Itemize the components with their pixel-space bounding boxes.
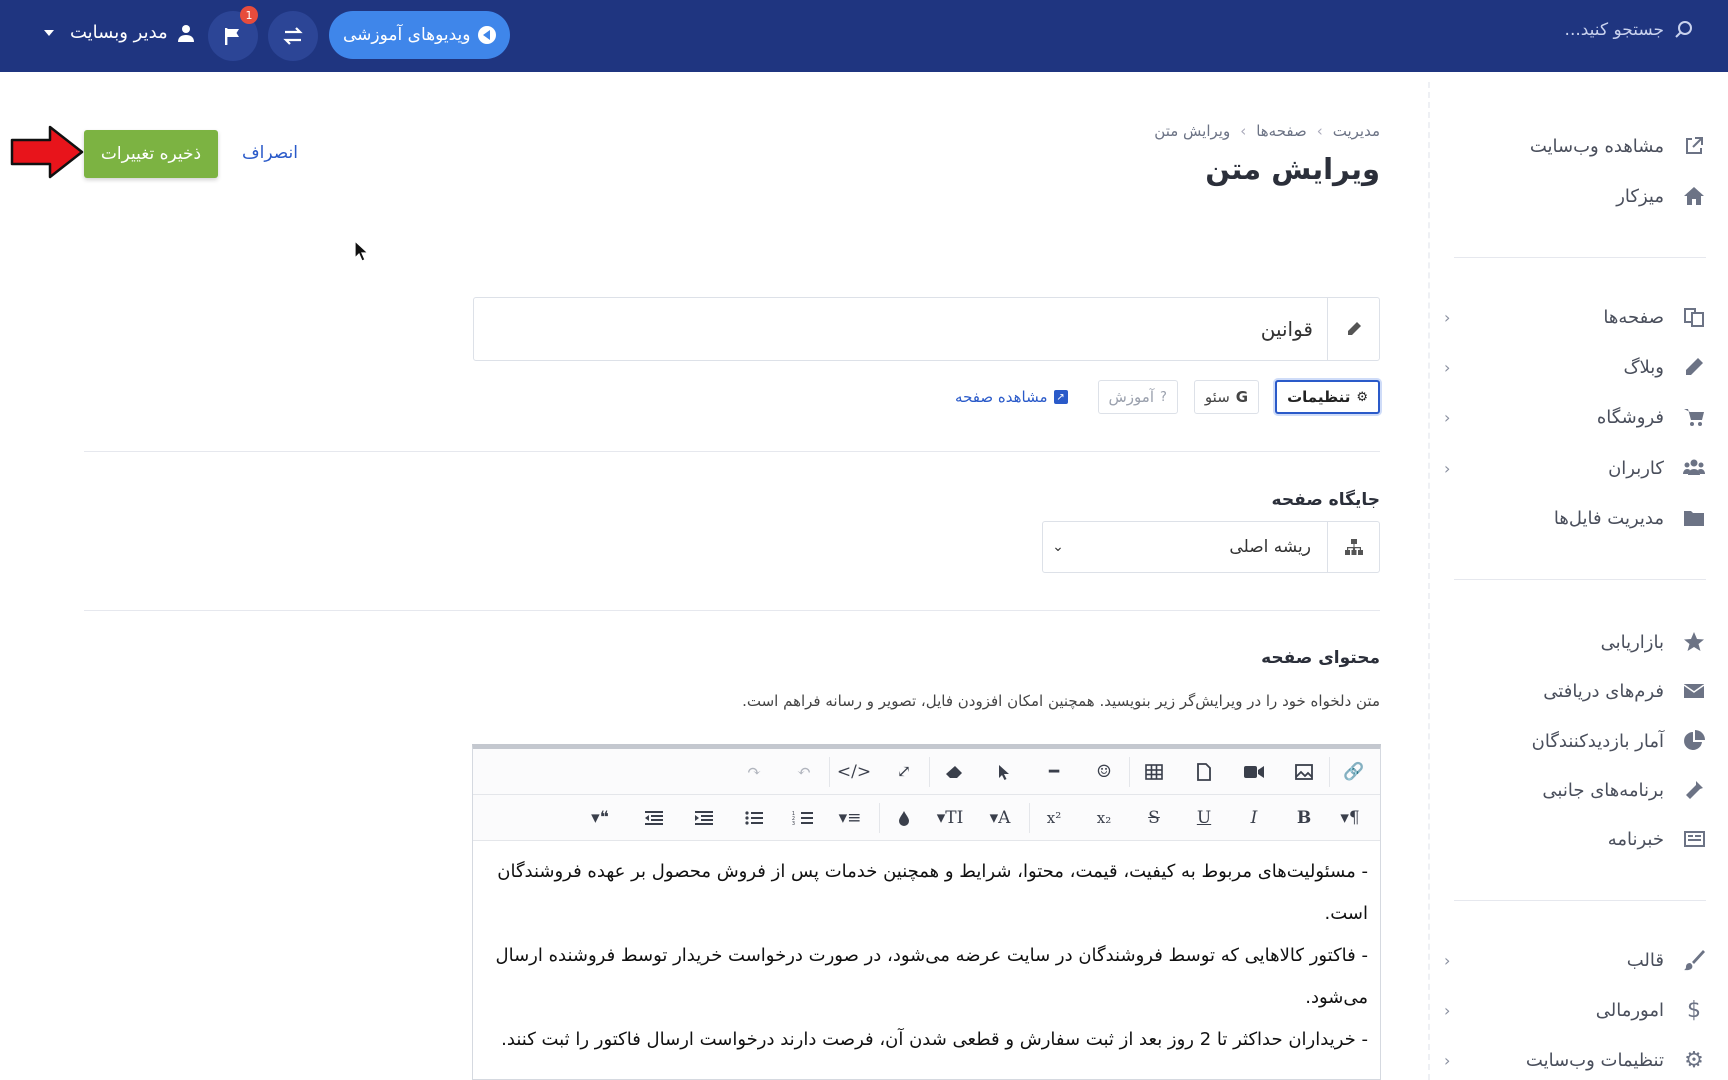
sidebar-label: برنامه‌های جانبی — [1542, 779, 1664, 801]
sidebar-label: مشاهده وب‌سایت — [1529, 135, 1664, 157]
breadcrumb-pages[interactable]: صفحه‌ها — [1256, 122, 1307, 140]
strikethrough-icon[interactable]: S — [1148, 808, 1160, 828]
unordered-list-icon[interactable] — [738, 803, 770, 833]
search-placeholder[interactable]: جستجو کنید... — [1564, 20, 1664, 40]
breadcrumb-current: ویرایش متن — [1154, 122, 1231, 140]
tab-settings[interactable] — [1275, 380, 1380, 414]
sidebar-label: امورمالی — [1595, 999, 1664, 1021]
sidebar-item-shop[interactable] — [1444, 397, 1706, 437]
sidebar-label: فرم‌های دریافتی — [1543, 680, 1664, 702]
page-location-select[interactable] — [1042, 521, 1380, 573]
pages-icon — [1682, 305, 1706, 329]
select-pointer-icon[interactable] — [988, 757, 1020, 787]
page-title: ویرایش متن — [1205, 152, 1380, 186]
page-location-value: ریشه اصلی — [1229, 537, 1311, 557]
font-color-icon[interactable]: A▾ — [989, 808, 1011, 828]
red-arrow-annotation — [10, 124, 84, 180]
cart-icon — [1682, 405, 1706, 429]
superscript-icon[interactable]: x² — [1046, 809, 1062, 827]
svg-text:1: 1 — [791, 811, 795, 817]
ordered-list-icon[interactable] — [788, 803, 820, 833]
page-title-input[interactable]: قوانین — [1260, 317, 1313, 341]
plug-icon — [1682, 778, 1706, 802]
view-page-link[interactable] — [955, 388, 1067, 406]
sidebar-divider — [1454, 579, 1706, 580]
image-icon[interactable] — [1288, 757, 1320, 787]
pencil-icon — [1327, 298, 1379, 360]
tutorial-videos-button[interactable] — [329, 11, 510, 59]
tutorial-videos-label: ویدیوهای آموزشی — [343, 25, 471, 45]
view-page-label: مشاهده صفحه — [955, 388, 1048, 406]
chevron-left-icon: ‹ — [1444, 407, 1451, 427]
toolbar-separator — [829, 757, 830, 787]
external-link-icon: ↗ — [1054, 390, 1068, 404]
sidebar-label: میزکار — [1616, 185, 1664, 207]
breadcrumb-separator: › — [1240, 122, 1247, 140]
sidebar-label: مدیریت فایل‌ها — [1553, 507, 1664, 529]
bold-icon[interactable]: B — [1296, 808, 1312, 828]
page-content-label: محتوای صفحه — [1261, 648, 1380, 668]
sidebar-label: تنظیمات وب‌سایت — [1525, 1049, 1664, 1071]
sidebar-label: خبرنامه — [1607, 828, 1664, 850]
sidebar-item-pages[interactable] — [1444, 297, 1706, 337]
outdent-icon[interactable] — [638, 803, 670, 833]
notifications-button[interactable] — [208, 8, 258, 61]
italic-icon[interactable]: I — [1250, 808, 1258, 828]
font-size-icon[interactable]: TI▾ — [936, 808, 964, 828]
sidebar-item-file-manager[interactable] — [1444, 498, 1706, 538]
page-content-hint: متن دلخواه خود را در ویرایش‌گر زیر بنویسید. همچنین امکان افزودن فایل، تصویر و رسانه فراهم است. — [742, 692, 1380, 710]
chevron-down-icon: ⌄ — [1052, 539, 1064, 555]
sidebar-divider — [1454, 900, 1706, 901]
mouse-cursor-icon — [354, 240, 370, 262]
sidebar-item-addons[interactable] — [1444, 770, 1706, 810]
file-icon[interactable] — [1188, 757, 1220, 787]
page-tabs — [955, 380, 1380, 414]
sidebar-item-marketing[interactable] — [1444, 622, 1706, 662]
toolbar-separator — [929, 757, 930, 787]
toolbar-separator — [879, 803, 880, 833]
sidebar-item-finance[interactable] — [1444, 990, 1706, 1030]
star-icon — [1682, 630, 1706, 654]
users-icon — [1682, 456, 1706, 480]
top-bar — [0, 0, 1728, 72]
link-icon[interactable]: 🔗 — [1343, 762, 1365, 782]
sidebar-item-blog[interactable] — [1444, 347, 1706, 387]
gear-icon: ⚙ — [1356, 389, 1368, 405]
toolbar-separator — [1329, 757, 1330, 787]
undo-icon[interactable]: ↶ — [796, 762, 812, 782]
divider — [84, 610, 1380, 611]
content-paragraph: - فاکتور کالاهایی که توسط فروشندگان در سایت عرضه می‌شود، در صورت درخواست خریدار توسط فروشنده ارسال می‌شود. — [495, 945, 1368, 1008]
chevron-left-icon: ‹ — [1444, 950, 1451, 970]
envelope-icon — [1682, 679, 1706, 703]
chevron-down-icon — [44, 30, 54, 36]
chevron-left-icon: ‹ — [1444, 307, 1451, 327]
pie-chart-icon — [1682, 729, 1706, 753]
svg-text:2: 2 — [791, 816, 795, 822]
sidebar-item-received-forms[interactable] — [1444, 671, 1706, 711]
horizontal-line-icon[interactable]: ━ — [1048, 762, 1060, 782]
eraser-icon[interactable] — [938, 757, 970, 787]
sidebar-label: صفحه‌ها — [1603, 306, 1664, 328]
sidebar-item-theme[interactable] — [1444, 940, 1706, 980]
sidebar-label: آمار بازدیدکنندگان — [1531, 730, 1664, 752]
tab-seo-label: سئو — [1204, 388, 1230, 406]
tab-tutorial-label: آموزش — [1108, 388, 1155, 406]
fullscreen-icon[interactable]: ⤢ — [896, 762, 912, 782]
chevron-left-icon: ‹ — [1444, 458, 1451, 478]
home-icon — [1682, 184, 1706, 208]
editor-toolbar-row-1 — [473, 749, 1380, 795]
tab-tutorial[interactable] — [1098, 380, 1178, 414]
page-location-label: جایگاه صفحه — [1271, 490, 1380, 510]
gear-icon: ⚙ — [1684, 1047, 1704, 1073]
tab-seo[interactable] — [1194, 380, 1259, 414]
dollar-icon: $ — [1687, 997, 1701, 1023]
table-icon[interactable] — [1138, 757, 1170, 787]
google-icon: G — [1235, 388, 1249, 406]
swap-arrows-icon — [282, 25, 304, 47]
svg-text:3: 3 — [791, 821, 795, 827]
code-view-icon[interactable]: </> — [836, 762, 872, 782]
search-box[interactable] — [1565, 20, 1694, 40]
toolbar-separator — [1029, 803, 1030, 833]
folder-icon — [1682, 506, 1706, 530]
divider — [84, 451, 1380, 452]
chevron-left-icon: ‹ — [1444, 357, 1451, 377]
notification-badge: 1 — [240, 6, 258, 24]
sidebar-item-dashboard[interactable] — [1444, 176, 1706, 216]
sidebar-label: وبلاگ — [1623, 356, 1664, 378]
user-icon — [178, 24, 194, 42]
sidebar — [1428, 82, 1728, 1080]
editor-toolbar-row-2 — [473, 795, 1380, 841]
video-icon[interactable] — [1238, 757, 1270, 787]
sidebar-divider — [1454, 257, 1706, 258]
sidebar-label: فروشگاه — [1596, 406, 1664, 428]
chevron-left-icon: ‹ — [1444, 1000, 1451, 1020]
sidebar-item-users[interactable] — [1444, 448, 1706, 488]
brush-icon — [1682, 948, 1706, 972]
breadcrumb-admin[interactable]: مدیریت — [1332, 122, 1380, 140]
redo-icon[interactable]: ↷ — [746, 762, 762, 782]
editor-content[interactable] — [473, 841, 1380, 1061]
sidebar-item-website-settings[interactable] — [1444, 1040, 1706, 1080]
emoji-icon[interactable]: ☺ — [1096, 762, 1112, 782]
paragraph-format-icon[interactable]: ¶▾ — [1340, 808, 1360, 828]
external-link-icon — [1682, 134, 1706, 158]
rich-text-editor — [472, 744, 1381, 1080]
save-changes-button[interactable]: ذخیره تغییرات — [84, 130, 218, 178]
tab-settings-label: تنظیمات — [1287, 388, 1351, 406]
subscript-icon[interactable]: x₂ — [1096, 809, 1112, 827]
flag-icon — [222, 25, 244, 47]
page-title-field[interactable] — [473, 297, 1380, 361]
background-color-icon[interactable] — [888, 803, 920, 833]
sidebar-item-visitor-stats[interactable] — [1444, 721, 1706, 761]
sidebar-label: کاربران — [1608, 457, 1664, 479]
content-paragraph: - خریداران حداکثر تا 2 روز بعد از ثبت سفارش و قطعی شدن آن، فرصت دارند درخواست ارسال فاکتور را ثبت کنند. — [501, 1029, 1368, 1050]
underline-icon[interactable]: U — [1196, 808, 1212, 828]
user-menu[interactable] — [44, 22, 194, 43]
question-circle-icon: ? — [1160, 389, 1167, 405]
cancel-link[interactable]: انصراف — [242, 143, 298, 163]
sidebar-item-view-website[interactable] — [1444, 126, 1706, 166]
sidebar-label: قالب — [1626, 949, 1664, 971]
toolbar-separator — [1129, 757, 1130, 787]
breadcrumb-separator: › — [1316, 122, 1323, 140]
newspaper-icon — [1682, 827, 1706, 851]
indent-icon[interactable] — [688, 803, 720, 833]
content-paragraph: - مسئولیت‌های مربوط به کیفیت، قیمت، محتوا، شرایط و همچنین خدمات پس از فروش محصول بر عهده فروشندگان است. — [497, 861, 1368, 924]
align-icon[interactable]: ≡▾ — [838, 808, 862, 828]
switch-button[interactable] — [268, 11, 318, 61]
breadcrumb — [1154, 122, 1380, 140]
search-icon — [1674, 20, 1694, 40]
chevron-left-icon: ‹ — [1444, 1050, 1451, 1070]
sidebar-item-newsletter[interactable] — [1444, 819, 1706, 859]
sidebar-label: بازاریابی — [1600, 631, 1664, 653]
blockquote-icon[interactable]: ❝▾ — [591, 808, 609, 828]
pencil-icon — [1682, 355, 1706, 379]
sitemap-icon — [1327, 522, 1379, 572]
play-icon — [478, 26, 496, 44]
user-name: مدیر وبسایت — [70, 22, 168, 43]
